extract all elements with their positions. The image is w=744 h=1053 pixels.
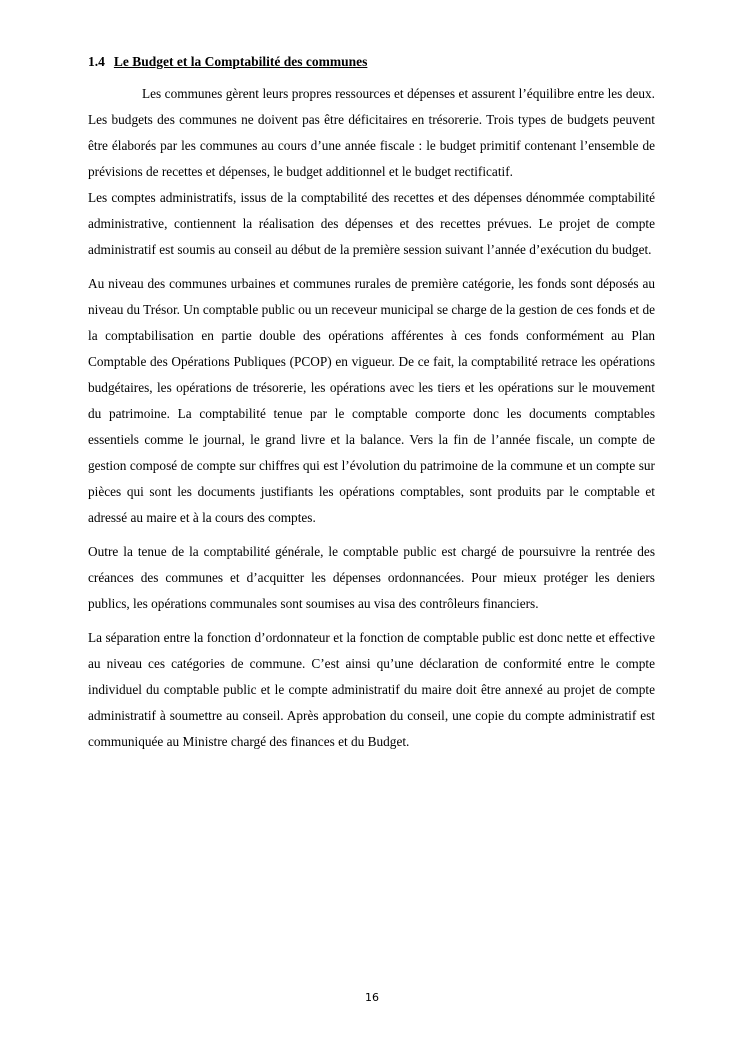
section-title: Le Budget et la Comptabilité des communes	[113, 54, 368, 69]
page-content	[88, 52, 655, 755]
paragraph-separation-fonctions: La séparation entre la fonction d’ordonnateur et la fonction de comptable public est donc nette et effective au niveau ces catégories de commune. C’est ainsi qu’une déclaration de conformité entre le compte individuel du comptable public et le compte administratif du maire doit être annexé au projet de compte administratif à soumettre au conseil. Après approbation du conseil, une copie du compte administratif est communiquée au Ministre chargé des finances et du Budget.	[88, 630, 655, 749]
paragraph-comptes-administratifs: Les comptes administratifs, issus de la comptabilité des recettes et des dépenses dénommée comptabilité administrative, contiennent la réalisation des dépenses et des recettes prévues. Le projet de compte administratif est soumis au conseil au début de la première session suivant l’année d’exécution du budget.	[88, 190, 655, 257]
page-number: 16	[365, 991, 379, 1004]
paragraph-budgets: Les communes gèrent leurs propres ressources et dépenses et assurent l’équilibre entre les deux. Les budgets des communes ne doivent pas être déficitaires en trésorerie. Trois types de budgets peuvent être élaborés par les communes au cours d’une année fiscale : le budget primitif contenant l’ensemble de prévisions de recettes et dépenses, le budget additionnel et le budget rectificatif.	[88, 86, 655, 179]
section-number: 1.4	[88, 54, 105, 69]
section-heading	[88, 52, 655, 72]
paragraph-comptable-public: Outre la tenue de la comptabilité générale, le comptable public est chargé de poursuivre la rentrée des créances des communes et d’acquitter les dépenses ordonnancées. Pour mieux protéger les deniers publics, les opérations communales sont soumises au visa des contrôleurs financiers.	[88, 544, 655, 611]
paragraph-comptabilite-tresor: Au niveau des communes urbaines et communes rurales de première catégorie, les fonds sont déposés au niveau du Trésor. Un comptable public ou un receveur municipal se charge de la gestion de ces fonds et de la comptabilisation en partie double des opérations afférentes à ces fonds conformément au Plan Comptable des Opérations Publiques (PCOP) en vigueur. De ce fait, la comptabilité retrace les opérations budgétaires, les opérations de trésorerie, les opérations avec les tiers et les opérations sur le mouvement du patrimoine. La comptabilité tenue par le comptable comporte donc les documents comptables essentiels comme le journal, le grand livre et la balance. Vers la fin de l’année fiscale, un compte de gestion composé de compte sur chiffres qui est l’évolution du patrimoine de la commune et un compte sur pièces qui sont les documents justifiants les opérations comptables, sont produits par le comptable et adressé au maire et à la cours des comptes.	[88, 276, 655, 525]
